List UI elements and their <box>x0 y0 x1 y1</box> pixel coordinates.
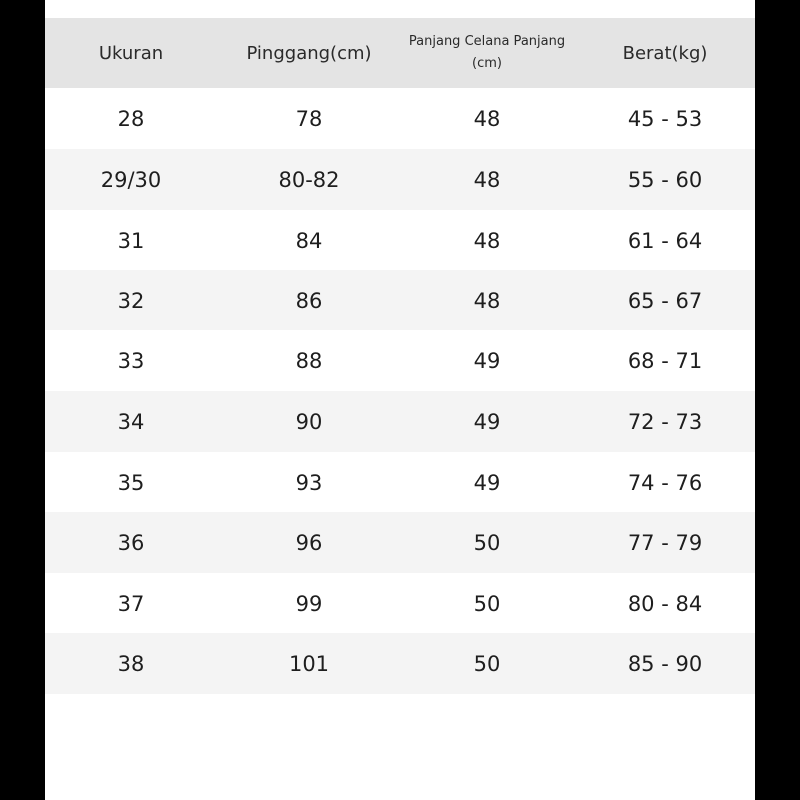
cell-panjang: 50 <box>473 530 501 555</box>
cell-panjang: 48 <box>473 167 501 192</box>
cell-pinggang: 90 <box>295 409 323 434</box>
cell-berat: 45 - 53 <box>627 106 703 131</box>
cell-panjang: 49 <box>473 409 501 434</box>
table-row <box>45 210 755 271</box>
header-berat: Berat(kg) <box>622 42 708 64</box>
cell-ukuran: 28 <box>117 106 145 131</box>
header-pinggang: Pinggang(cm) <box>246 42 372 64</box>
table-header <box>45 18 755 88</box>
cell-panjang: 48 <box>473 228 501 253</box>
table-row <box>45 330 755 391</box>
table-row <box>45 452 755 513</box>
cell-berat: 55 - 60 <box>627 167 703 192</box>
cell-pinggang: 96 <box>295 530 323 555</box>
size-chart-sheet <box>45 0 755 800</box>
cell-pinggang: 101 <box>288 651 330 676</box>
table-row <box>45 149 755 210</box>
cell-berat: 61 - 64 <box>627 228 703 253</box>
cell-pinggang: 86 <box>295 288 323 313</box>
cell-berat: 68 - 71 <box>627 348 703 373</box>
cell-pinggang: 99 <box>295 591 323 616</box>
top-margin <box>45 0 755 18</box>
cell-berat: 74 - 76 <box>627 470 703 495</box>
header-panjang-celana: Panjang Celana Panjang (cm) <box>408 34 566 71</box>
table-row <box>45 391 755 452</box>
cell-ukuran: 34 <box>117 409 145 434</box>
cell-ukuran: 33 <box>117 348 145 373</box>
cell-ukuran: 36 <box>117 530 145 555</box>
cell-berat: 85 - 90 <box>627 651 703 676</box>
cell-panjang: 48 <box>473 106 501 131</box>
cell-panjang: 49 <box>473 470 501 495</box>
cell-pinggang: 80-82 <box>278 167 340 192</box>
cell-berat: 77 - 79 <box>627 530 703 555</box>
cell-berat: 80 - 84 <box>627 591 703 616</box>
table-row <box>45 573 755 634</box>
cell-panjang: 48 <box>473 288 501 313</box>
cell-panjang: 50 <box>473 651 501 676</box>
cell-panjang: 50 <box>473 591 501 616</box>
cell-ukuran: 37 <box>117 591 145 616</box>
table-row <box>45 270 755 331</box>
cell-pinggang: 93 <box>295 470 323 495</box>
header-ukuran: Ukuran <box>98 42 164 64</box>
cell-pinggang: 84 <box>295 228 323 253</box>
table-row <box>45 88 755 149</box>
cell-berat: 65 - 67 <box>627 288 703 313</box>
cell-berat: 72 - 73 <box>627 409 703 434</box>
cell-pinggang: 78 <box>295 106 323 131</box>
cell-ukuran: 35 <box>117 470 145 495</box>
cell-pinggang: 88 <box>295 348 323 373</box>
cell-ukuran: 38 <box>117 651 145 676</box>
table-row <box>45 633 755 694</box>
cell-ukuran: 29/30 <box>100 167 162 192</box>
cell-panjang: 49 <box>473 348 501 373</box>
cell-ukuran: 31 <box>117 228 145 253</box>
cell-ukuran: 32 <box>117 288 145 313</box>
table-row <box>45 512 755 573</box>
